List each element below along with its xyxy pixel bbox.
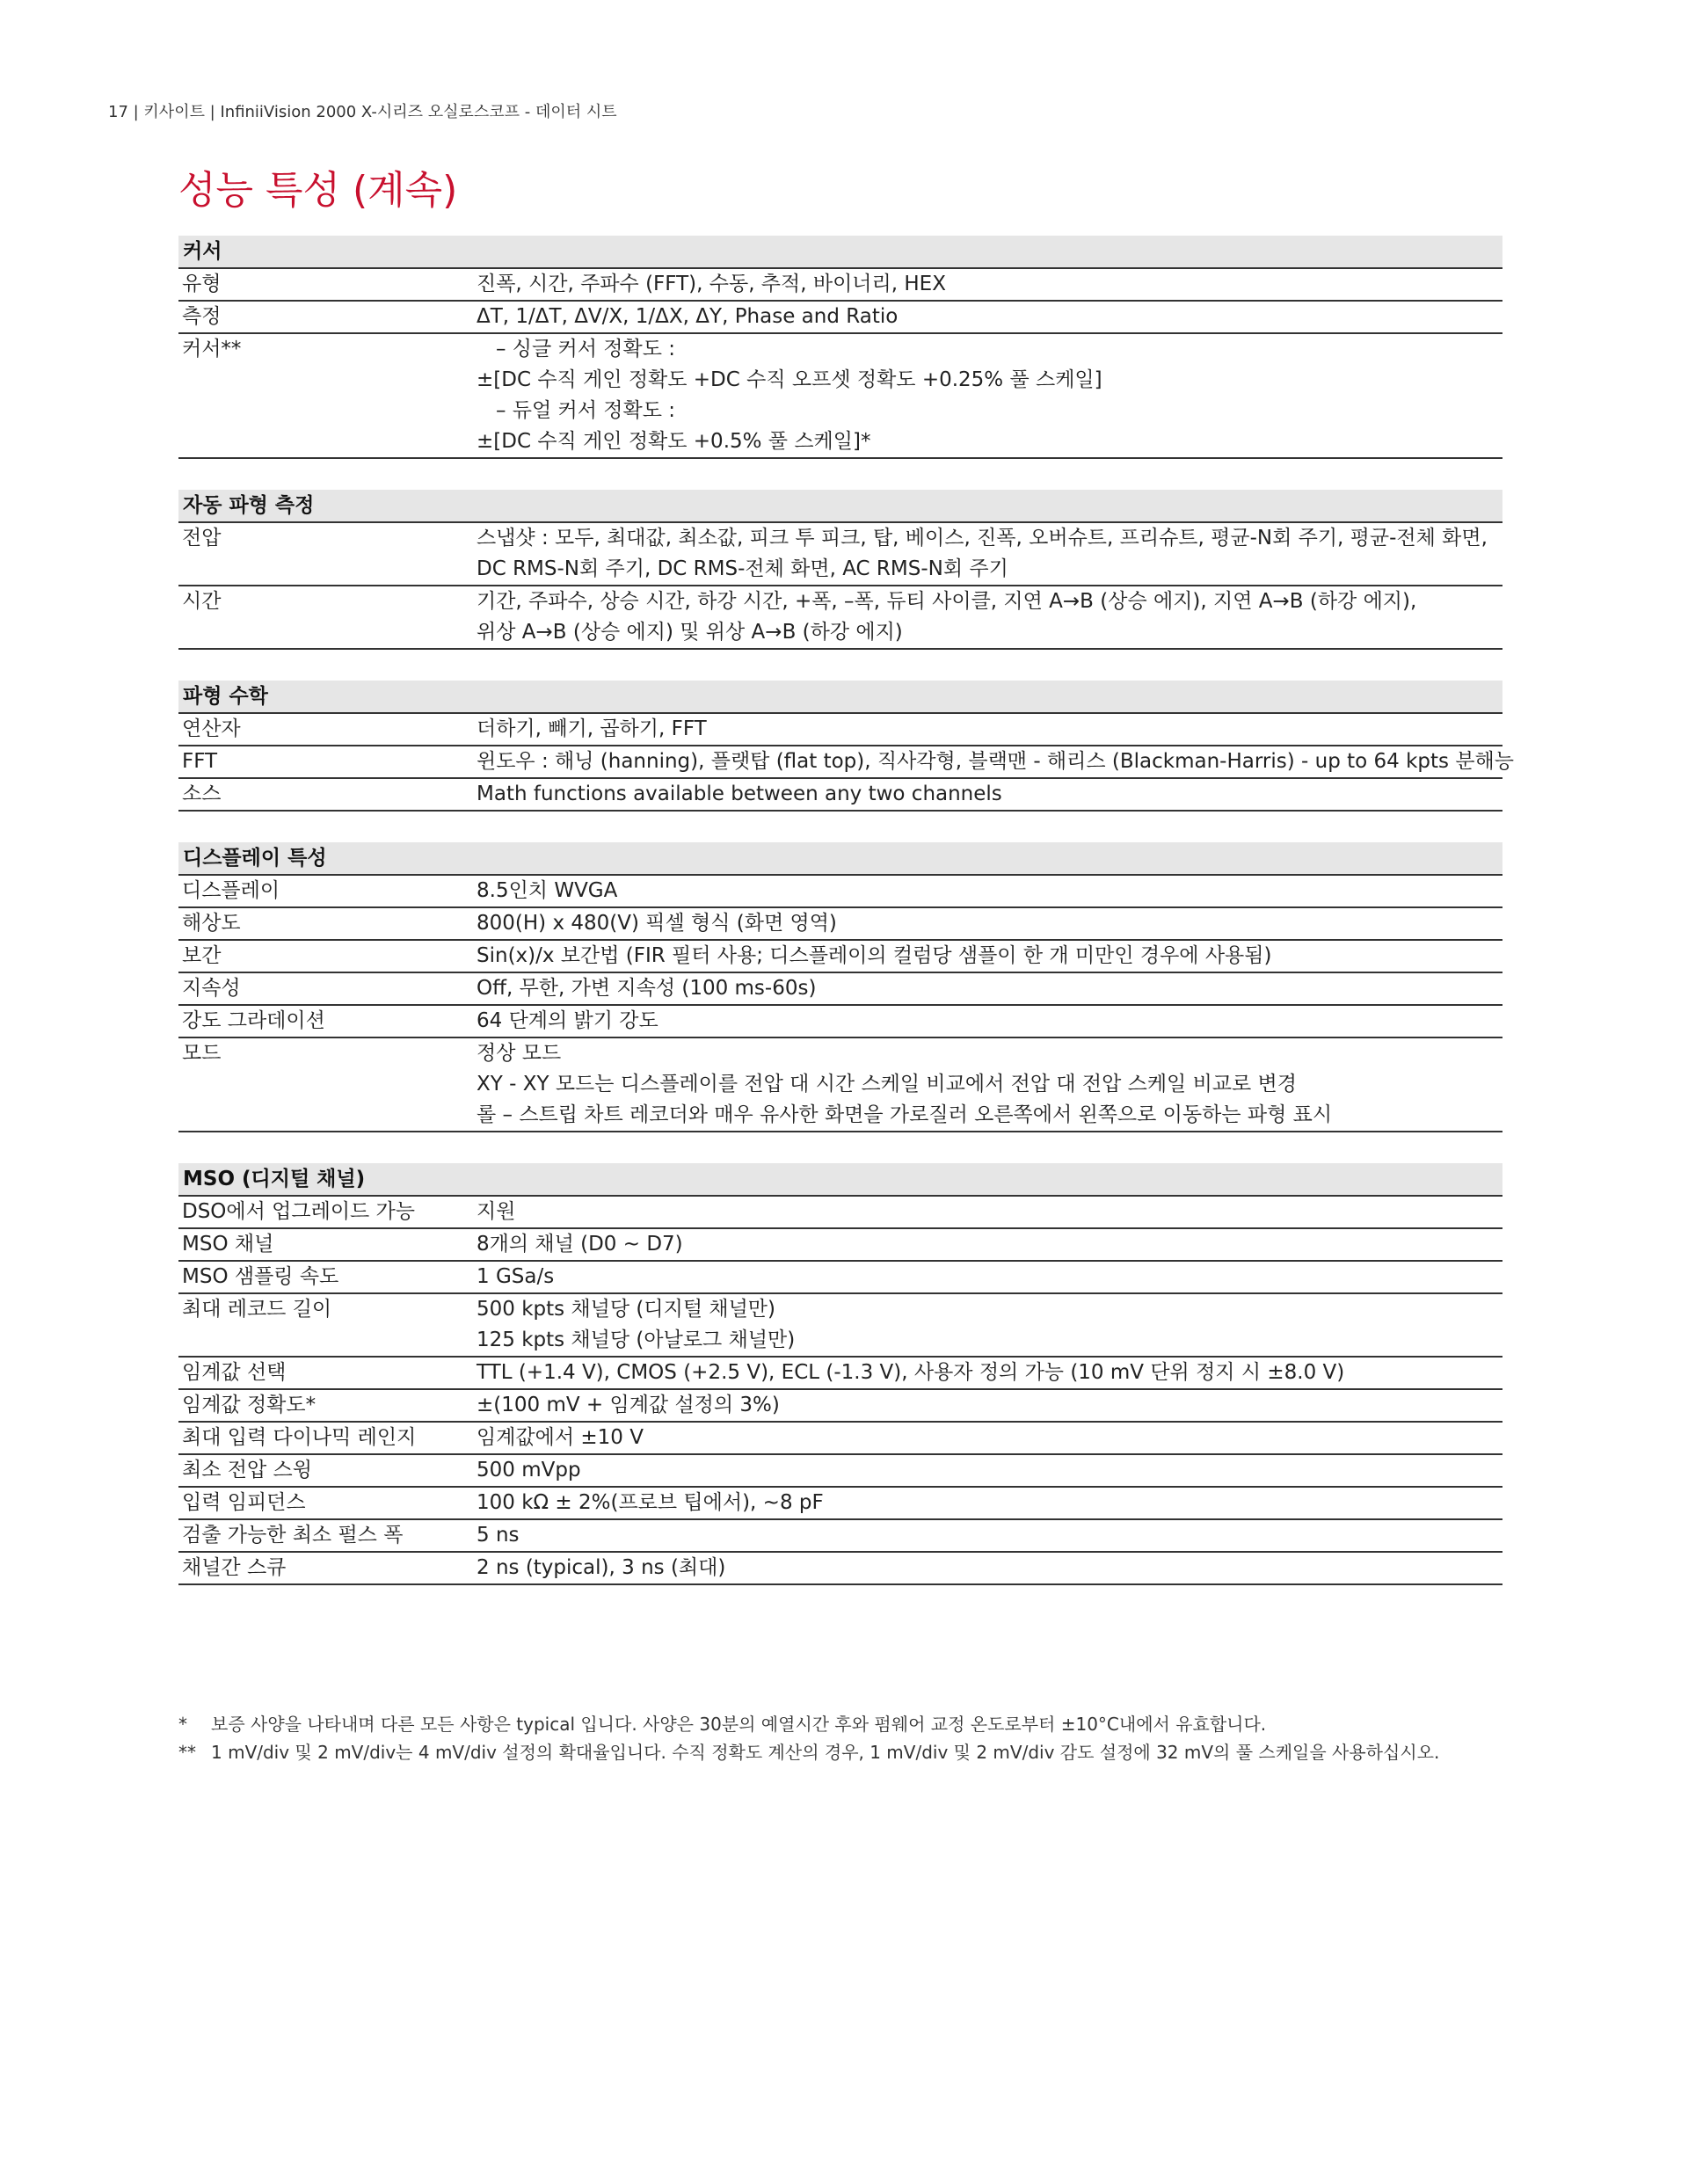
spec-value-line: ±(100 mV + 임계값 설정의 3%) bbox=[477, 1394, 780, 1416]
spec-label: 최소 전압 스윙 bbox=[182, 1459, 312, 1481]
spec-row bbox=[178, 1553, 1502, 1585]
spec-value bbox=[477, 1294, 1502, 1356]
spec-value-line: TTL (+1.4 V), CMOS (+2.5 V), ECL (-1.3 V), 사용자 정의 가능 (10 mV 단위 정지 시 ±8.0 V) bbox=[477, 1361, 1345, 1384]
spec-value bbox=[477, 876, 1502, 906]
spec-value bbox=[477, 746, 1514, 777]
spec-value-line: 진폭, 시간, 주파수 (FFT), 수동, 추적, 바이너리, HEX bbox=[477, 273, 946, 295]
spec-value bbox=[477, 1553, 1502, 1583]
spec-row bbox=[178, 1358, 1502, 1390]
page-header: 17 | 키사이트 | InfiniiVision 2000 X-시리즈 오실로스코프 - 데이터 시트 bbox=[108, 103, 617, 121]
footnote bbox=[178, 1738, 1439, 1766]
spec-row bbox=[178, 908, 1502, 941]
spec-label: 강도 그라데이션 bbox=[182, 1009, 325, 1032]
spec-row bbox=[178, 779, 1502, 812]
spec-section bbox=[178, 842, 1502, 1132]
spec-value bbox=[477, 1358, 1502, 1388]
spec-value bbox=[477, 714, 1502, 745]
spec-value-line: 2 ns (typical), 3 ns (최대) bbox=[477, 1556, 726, 1579]
spec-value-line: 1 GSa/s bbox=[477, 1265, 555, 1288]
spec-label: 최대 레코드 길이 bbox=[182, 1298, 332, 1321]
spec-value bbox=[477, 941, 1502, 972]
spec-value bbox=[477, 1197, 1502, 1227]
spec-label: FFT bbox=[182, 750, 218, 773]
spec-label: 시간 bbox=[182, 590, 222, 613]
spec-value bbox=[477, 334, 1502, 457]
spec-row bbox=[178, 1038, 1502, 1132]
spec-value bbox=[477, 779, 1502, 810]
section-heading: 디스플레이 특성 bbox=[178, 842, 1502, 876]
spec-row bbox=[178, 941, 1502, 973]
spec-value-line: 8.5인치 WVGA bbox=[477, 879, 618, 902]
spec-label: 채널간 스큐 bbox=[182, 1556, 287, 1579]
spec-value-line: 125 kpts 채널당 (아날로그 채널만) bbox=[477, 1329, 796, 1351]
spec-value bbox=[477, 269, 1502, 300]
spec-label: 보간 bbox=[182, 944, 222, 967]
footnotes bbox=[178, 1710, 1439, 1766]
spec-label: MSO 채널 bbox=[182, 1233, 274, 1256]
spec-value-line: 스냅샷 : 모두, 최대값, 최소값, 피크 투 피크, 탑, 베이스, 진폭, 오버슈트, 프리슈트, 평균-N회 주기, 평균-전체 화면, bbox=[477, 527, 1488, 550]
spec-row bbox=[178, 586, 1502, 650]
spec-row bbox=[178, 1520, 1502, 1553]
section-heading: 자동 파형 측정 bbox=[178, 490, 1502, 523]
spec-value bbox=[477, 1006, 1502, 1037]
spec-label: 임계값 정확도* bbox=[182, 1394, 316, 1416]
spec-row bbox=[178, 973, 1502, 1006]
spec-value-line: 임계값에서 ±10 V bbox=[477, 1426, 644, 1449]
spec-label: 커서** bbox=[182, 338, 242, 360]
spec-section bbox=[178, 490, 1502, 650]
footnote-text: 1 mV/div 및 2 mV/div는 4 mV/div 설정의 확대율입니다. 수직 정확도 계산의 경우, 1 mV/div 및 2 mV/div 감도 설정에 32 mV의 풀 스케일을 사용하십시오. bbox=[211, 1742, 1440, 1763]
spec-row bbox=[178, 876, 1502, 908]
spec-label: MSO 샘플링 속도 bbox=[182, 1265, 339, 1288]
spec-value bbox=[477, 302, 1502, 332]
spec-label: 지속성 bbox=[182, 977, 241, 1000]
section-heading: MSO (디지털 채널) bbox=[178, 1163, 1502, 1197]
spec-row bbox=[178, 269, 1502, 302]
spec-value bbox=[477, 1390, 1502, 1421]
spec-value-line: 8개의 채널 (D0 ~ D7) bbox=[477, 1233, 683, 1256]
spec-value-line: 64 단계의 밝기 강도 bbox=[477, 1009, 658, 1032]
footnote-text: 보증 사양을 나타내며 다른 모든 사항은 typical 입니다. 사양은 30분의 예열시간 후와 펌웨어 교정 온도로부터 ±10°C내에서 유효합니다. bbox=[211, 1714, 1267, 1735]
spec-label: 해상도 bbox=[182, 912, 241, 935]
spec-value-line: 기간, 주파수, 상승 시간, 하강 시간, +폭, –폭, 듀티 사이클, 지연 A→B (상승 에지), 지연 A→B (하강 에지), bbox=[477, 590, 1417, 613]
spec-label: 디스플레이 bbox=[182, 879, 280, 902]
spec-value-line: Off, 무한, 가변 지속성 (100 ms-60s) bbox=[477, 977, 817, 1000]
spec-value bbox=[477, 1038, 1502, 1131]
spec-value-line: XY - XY 모드는 디스플레이를 전압 대 시간 스케일 비교에서 전압 대 전압 스케일 비교로 변경 bbox=[477, 1073, 1297, 1096]
spec-value-line: – 듀얼 커서 정확도 : bbox=[496, 399, 676, 422]
spec-label: 검출 가능한 최소 펄스 폭 bbox=[182, 1524, 404, 1547]
spec-row bbox=[178, 523, 1502, 586]
spec-row bbox=[178, 1390, 1502, 1423]
spec-row bbox=[178, 302, 1502, 334]
spec-row bbox=[178, 746, 1514, 779]
spec-value bbox=[477, 908, 1502, 939]
spec-row bbox=[178, 1229, 1502, 1262]
spec-value-line: 위상 A→B (상승 에지) 및 위상 A→B (하강 에지) bbox=[477, 621, 903, 644]
footnote bbox=[178, 1710, 1439, 1738]
spec-section bbox=[178, 236, 1502, 459]
spec-value bbox=[477, 1488, 1502, 1518]
spec-label: DSO에서 업그레이드 가능 bbox=[182, 1200, 415, 1223]
spec-value-line: – 싱글 커서 정확도 : bbox=[496, 338, 676, 360]
spec-row bbox=[178, 1488, 1502, 1520]
spec-row bbox=[178, 1455, 1502, 1488]
spec-value-line: Math functions available between any two channels bbox=[477, 783, 1002, 805]
spec-label: 모드 bbox=[182, 1042, 222, 1065]
spec-value-line: Sin(x)/x 보간법 (FIR 필터 사용; 디스플레이의 컬럼당 샘플이 한 개 미만인 경우에 사용됨) bbox=[477, 944, 1272, 967]
spec-label: 연산자 bbox=[182, 717, 241, 740]
footnote-mark: * bbox=[178, 1714, 187, 1735]
page-title: 성능 특성 (계속) bbox=[178, 168, 458, 213]
spec-value-line: 100 kΩ ± 2%(프로브 팁에서), ~8 pF bbox=[477, 1491, 824, 1514]
spec-row bbox=[178, 714, 1502, 746]
spec-value-line: 5 ns bbox=[477, 1524, 520, 1547]
spec-label: 측정 bbox=[182, 305, 222, 328]
spec-row bbox=[178, 1294, 1502, 1358]
section-heading: 커서 bbox=[178, 236, 1502, 269]
spec-section bbox=[178, 681, 1514, 812]
spec-value-line: ±[DC 수직 게인 정확도 +0.5% 풀 스케일]* bbox=[477, 430, 871, 453]
spec-value-line: 800(H) x 480(V) 픽셀 형식 (화면 영역) bbox=[477, 912, 837, 935]
spec-value bbox=[477, 586, 1502, 648]
spec-row bbox=[178, 1423, 1502, 1455]
spec-value bbox=[477, 1262, 1502, 1292]
spec-value-line: 윈도우 : 해닝 (hanning), 플랫탑 (flat top), 직사각형, 블랙맨 - 해리스 (Blackman-Harris) - up to 64 kpts 분해능 bbox=[477, 750, 1514, 773]
spec-row bbox=[178, 334, 1502, 459]
spec-value bbox=[477, 1520, 1502, 1551]
spec-value-line: 정상 모드 bbox=[477, 1042, 562, 1065]
spec-tables bbox=[178, 236, 1514, 1616]
spec-row bbox=[178, 1262, 1502, 1294]
spec-value bbox=[477, 1229, 1502, 1260]
spec-value bbox=[477, 1455, 1502, 1486]
spec-value-line: 지원 bbox=[477, 1200, 516, 1223]
spec-value bbox=[477, 523, 1502, 585]
spec-label: 소스 bbox=[182, 783, 222, 805]
spec-row bbox=[178, 1006, 1502, 1038]
spec-value bbox=[477, 1423, 1502, 1453]
spec-label: 최대 입력 다이나믹 레인지 bbox=[182, 1426, 417, 1449]
spec-value-line: ±[DC 수직 게인 정확도 +DC 수직 오프셋 정확도 +0.25% 풀 스케일] bbox=[477, 368, 1102, 391]
spec-label: 임계값 선택 bbox=[182, 1361, 287, 1384]
section-heading: 파형 수학 bbox=[178, 681, 1502, 714]
spec-section bbox=[178, 1163, 1502, 1585]
spec-value-line: 롤 – 스트립 차트 레코더와 매우 유사한 화면을 가로질러 오른쪽에서 왼쪽으로 이동하는 파형 표시 bbox=[477, 1103, 1333, 1126]
spec-label: 전압 bbox=[182, 527, 222, 550]
spec-value-line: ΔT, 1/ΔT, ΔV/X, 1/ΔX, ΔY, Phase and Ratio bbox=[477, 305, 899, 328]
spec-value-line: 500 mVpp bbox=[477, 1459, 581, 1481]
spec-label: 유형 bbox=[182, 273, 222, 295]
footnote-mark: ** bbox=[178, 1742, 196, 1763]
spec-value-line: 500 kpts 채널당 (디지털 채널만) bbox=[477, 1298, 775, 1321]
spec-value-line: 더하기, 빼기, 곱하기, FFT bbox=[477, 717, 707, 740]
spec-value bbox=[477, 973, 1502, 1004]
spec-label: 입력 임피던스 bbox=[182, 1491, 306, 1514]
spec-row bbox=[178, 1197, 1502, 1229]
spec-value-line: DC RMS-N회 주기, DC RMS-전체 화면, AC RMS-N회 주기 bbox=[477, 557, 1008, 580]
